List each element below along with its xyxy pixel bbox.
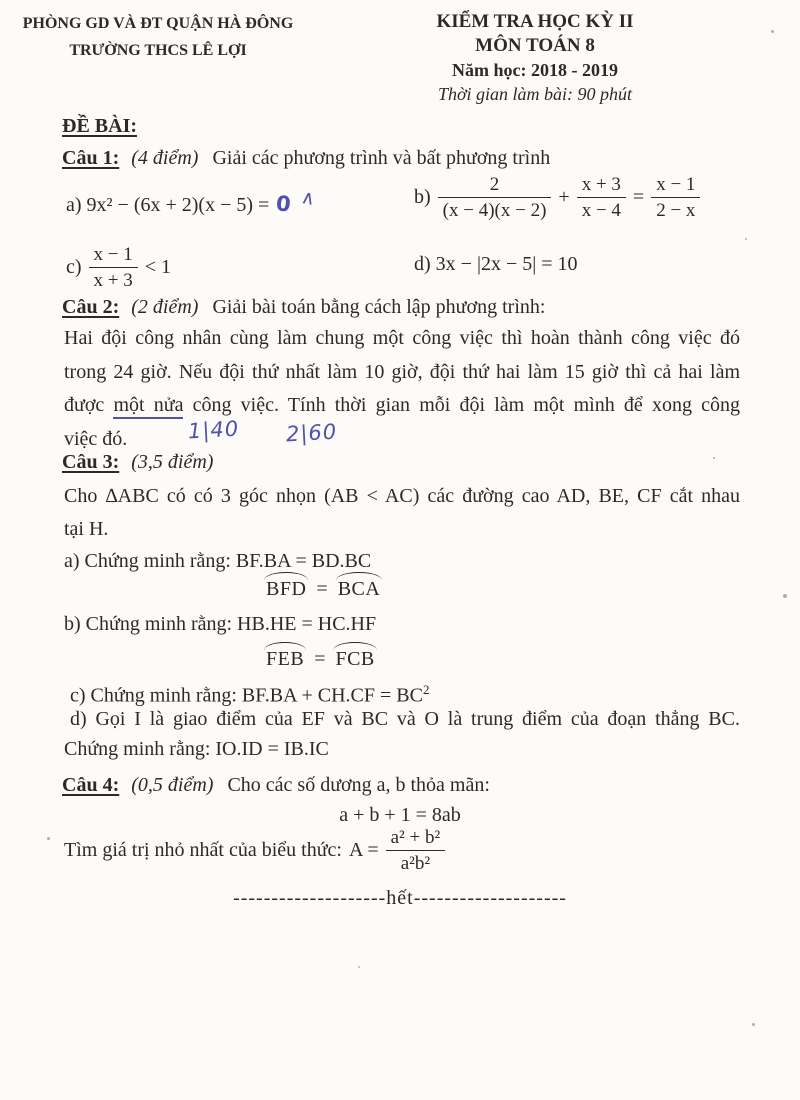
department-name: PHÒNG GD VÀ ĐT QUẬN HÀ ĐÔNG: [22, 15, 294, 32]
handwritten-note-2: 2|60: [285, 419, 338, 447]
equation-1d: [414, 252, 578, 276]
inequality-sign: < 1: [144, 256, 172, 278]
question-1-points: (4 điểm): [131, 147, 199, 169]
question-2-label: Câu 2:: [62, 296, 120, 318]
question-3-label: Câu 3:: [62, 451, 120, 473]
fraction: [89, 244, 138, 291]
exam-subject: MÔN TOÁN 8: [475, 35, 595, 56]
angle-arc-symbol: FCB: [335, 648, 375, 670]
fraction-denominator: 2 − x: [656, 200, 696, 221]
equals-sign: =: [316, 578, 328, 600]
equation-1a-label: a): [66, 194, 82, 216]
equation-1c-label: c): [66, 256, 82, 278]
scan-speck: [713, 457, 715, 459]
equation-1d-body: 3x − |2x − 5| = 10: [435, 253, 578, 275]
fraction: [386, 827, 446, 874]
angle-equality-b: [265, 648, 376, 671]
section-title: ĐỀ BÀI:: [62, 115, 138, 137]
angle-arc-symbol: FEB: [266, 648, 305, 670]
angle-equality-a: [265, 578, 381, 601]
question-3-points: (3,5 điểm): [131, 451, 214, 473]
fraction-denominator: x − 4: [581, 200, 621, 221]
school-header-block: [8, 10, 308, 64]
question-2-points: (2 điểm): [131, 296, 199, 318]
paragraph-segment: được: [64, 394, 105, 416]
question-2-heading: [62, 295, 545, 319]
school-name: TRƯỜNG THCS LÊ LỢI: [69, 42, 247, 59]
part-c-text: c) Chứng minh rằng: BF.BA + CH.CF = BC: [70, 684, 423, 707]
fraction: [438, 174, 552, 221]
question-3-part-d-line2: Chứng minh rằng: IO.ID = IB.IC: [64, 738, 329, 760]
fraction-denominator: x + 3: [93, 270, 133, 291]
equation-1a-body: 9x² − (6x + 2)(x − 5) =: [86, 194, 270, 216]
equation-1a: [66, 186, 317, 217]
paragraph-line: việc đó.: [64, 427, 128, 450]
question-1-heading: [62, 146, 550, 170]
end-marker: --------------------hết--------------------: [233, 887, 567, 909]
question-3-part-b: b) Chứng minh rằng: HB.HE = HC.HF: [64, 613, 377, 635]
fraction-numerator: x − 1: [89, 244, 138, 268]
question-4-text: Cho các số dương a, b thỏa mãn:: [227, 774, 490, 796]
equation-1b: [414, 174, 700, 221]
question-3-intro-line1: Cho ∆ABC có có 3 góc nhọn (AB < AC) các đường cao AD, BE, CF cắt nhau: [64, 485, 740, 507]
min-text: Tìm giá trị nhỏ nhất của biểu thức:: [64, 839, 342, 861]
question-4-heading: [62, 773, 490, 797]
handwritten-note-1: 1|40: [187, 416, 240, 444]
equals-sign: =: [632, 186, 645, 208]
plus-sign: +: [558, 186, 570, 208]
fraction-numerator: 2: [438, 174, 552, 198]
handwritten-zero: 0: [274, 191, 293, 217]
exam-duration: Thời gian làm bài: 90 phút: [437, 84, 633, 104]
paragraph-line: trong 24 giờ. Nếu đội thứ nhất làm 10 giờ, đội thứ hai làm 15 giờ thì cả hai làm: [64, 360, 740, 383]
exponent: 2: [422, 682, 430, 697]
scan-speck: [752, 1023, 755, 1026]
fraction-numerator: a² + b²: [386, 827, 446, 851]
question-4-equation: a + b + 1 = 8ab: [339, 804, 461, 826]
paragraph-line: [64, 389, 740, 423]
fraction: [577, 174, 626, 221]
question-3-part-c: [70, 678, 429, 708]
expression-label: A =: [349, 839, 379, 861]
question-3-intro-line2: tại H.: [64, 518, 109, 540]
scan-speck: [771, 30, 774, 33]
handwritten-caret-mark: ∧: [299, 186, 317, 211]
question-3-part-a: a) Chứng minh rằng: BF.BA = BD.BC: [64, 550, 372, 572]
scan-speck: [358, 966, 360, 968]
exam-title: KIỂM TRA HỌC KỲ II: [436, 11, 634, 32]
scan-speck: [745, 238, 747, 240]
question-2-text: Giải bài toán bằng cách lập phương trình:: [212, 296, 546, 318]
question-2-body: [64, 322, 740, 456]
question-1-text: Giải các phương trình và bất phương trình: [212, 147, 551, 169]
school-year: Năm học: 2018 - 2019: [452, 60, 618, 80]
equation-1d-label: d): [414, 253, 431, 275]
scan-speck: [47, 837, 50, 840]
fraction: [651, 174, 700, 221]
angle-arc-symbol: BCA: [337, 578, 381, 600]
fraction-denominator: a²b²: [400, 853, 431, 874]
question-1-label: Câu 1:: [62, 147, 120, 169]
exam-header-block: [390, 10, 680, 106]
question-4-label: Câu 4:: [62, 774, 120, 796]
pen-underlined-phrase: một nửa: [113, 394, 183, 419]
fraction-numerator: x − 1: [651, 174, 700, 198]
question-4-min-expression: [64, 827, 445, 874]
equation-1c: [66, 244, 171, 291]
fraction-numerator: x + 3: [577, 174, 626, 198]
question-3-heading: [62, 450, 222, 474]
paragraph-segment: công việc. Tính thời gian mỗi đội làm một mình để xong công: [192, 394, 740, 416]
angle-arc-symbol: BFD: [266, 578, 307, 600]
paragraph-line: Hai đội công nhân cùng làm chung một công việc thì hoàn thành công việc đó: [64, 327, 740, 349]
question-4-points: (0,5 điểm): [131, 774, 214, 796]
question-3-part-d-line1: d) Gọi I là giao điểm của EF và BC và O là trung điểm của đoạn thẳng BC.: [70, 708, 740, 730]
equation-1b-label: b): [414, 186, 431, 208]
scan-speck: [783, 594, 787, 598]
equals-sign: =: [314, 648, 326, 670]
fraction-denominator: (x − 4)(x − 2): [442, 200, 547, 221]
